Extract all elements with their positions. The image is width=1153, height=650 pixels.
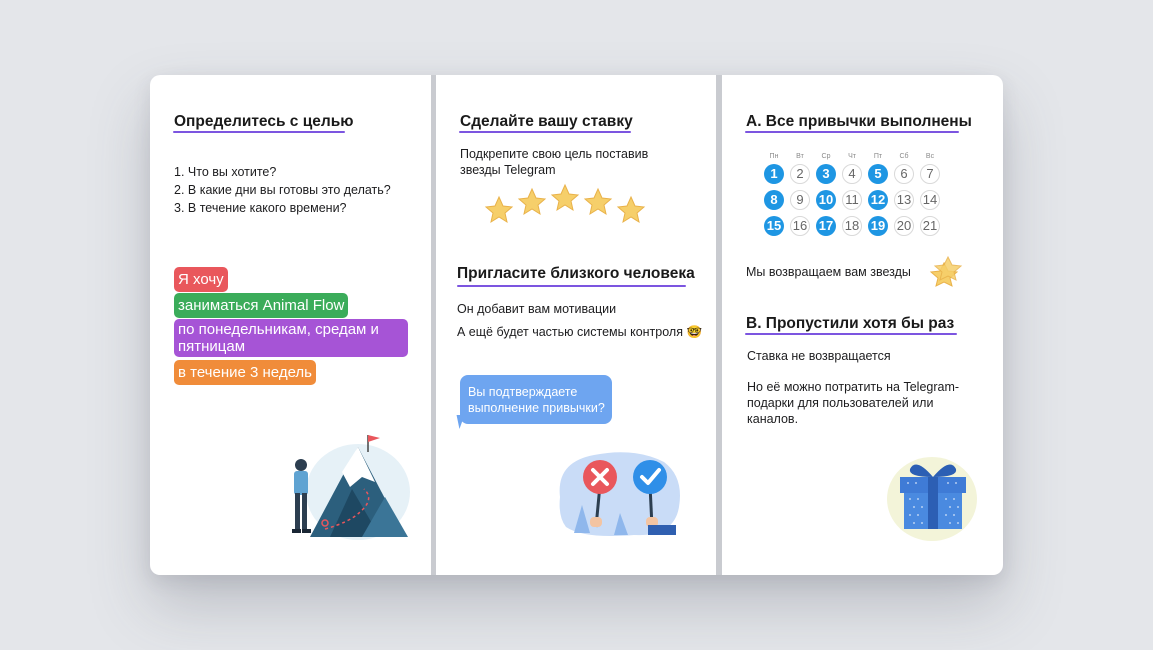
calendar-day: 20	[894, 216, 914, 236]
weekday-label: Пт	[873, 153, 883, 160]
goal-days-chip: по понедельникам, средам и пятницам	[174, 319, 408, 357]
title-underline	[745, 131, 959, 133]
calendar-day: 14	[920, 190, 940, 210]
weekday-label: Вт	[796, 153, 804, 160]
calendar-day: 21	[920, 216, 940, 236]
calendar-day: 18	[842, 216, 862, 236]
calendar-day-done: 8	[764, 190, 784, 210]
question-item: 3. В течение какого времени?	[174, 201, 347, 215]
calendar-day: 6	[894, 164, 914, 184]
weekday-label: Ср	[821, 153, 831, 160]
title-underline	[457, 285, 686, 287]
invite-title: Пригласите близкого человека	[457, 265, 695, 282]
slide-results	[722, 75, 1003, 575]
calendar-day-done: 12	[868, 190, 888, 210]
calendar-day: 13	[894, 190, 914, 210]
calendar-day: 2	[790, 164, 810, 184]
goal-want-chip: Я хочу	[174, 267, 228, 292]
question-item: 1. Что вы хотите?	[174, 165, 277, 179]
result-a-title: A. Все привычки выполнены	[746, 113, 972, 130]
bet-description: Подкрепите свою цель поставив звезды Telegram	[460, 147, 649, 177]
calendar-day-done: 10	[816, 190, 836, 210]
calendar-day-done: 17	[816, 216, 836, 236]
invite-text: Он добавит вам мотивации	[457, 302, 617, 316]
spend-text: Но её можно потратить на Telegram-подарки для пользователей или каналов.	[747, 380, 960, 426]
calendar-day: 16	[790, 216, 810, 236]
stars-return-text: Мы возвращаем вам звезды	[746, 265, 911, 279]
title-underline	[459, 131, 631, 133]
mountain-climber-flag-icon	[280, 427, 410, 542]
calendar-day-done: 5	[868, 164, 888, 184]
gift-box-icon	[886, 453, 978, 541]
calendar-day: 11	[842, 190, 862, 210]
weekday-label: Вс	[925, 153, 935, 160]
weekday-label: Чт	[848, 153, 856, 160]
calendar-day-done: 19	[868, 216, 888, 236]
calendar-day-done: 1	[764, 164, 784, 184]
slide-make-bet	[436, 75, 716, 575]
calendar-day: 9	[790, 190, 810, 210]
calendar-day-done: 15	[764, 216, 784, 236]
weekday-label: Пн	[769, 153, 779, 160]
telegram-stars-icon	[481, 183, 651, 231]
goal-activity-chip: заниматься Animal Flow	[174, 293, 348, 318]
calendar-day: 4	[842, 164, 862, 184]
tutorial-slides	[150, 75, 1003, 575]
slide-title: Сделайте вашу ставку	[460, 113, 633, 130]
calendar-day: 7	[920, 164, 940, 184]
slide-define-goal	[150, 75, 431, 575]
no-return-text: Ставка не возвращается	[747, 349, 891, 363]
title-underline	[173, 131, 345, 133]
calendar-day-done: 3	[816, 164, 836, 184]
weekday-label: Сб	[899, 153, 909, 160]
slide-title: Определитесь с целью	[174, 113, 354, 130]
goal-duration-chip: в течение 3 недель	[174, 360, 316, 385]
confirm-message-bubble: Вы подтверждаете выполнение привычки?	[460, 375, 612, 424]
result-b-title: B. Пропустили хотя бы раз	[746, 315, 955, 332]
invite-text: А ещё будет частью системы контроля 🤓	[457, 325, 703, 339]
question-item: 2. В какие дни вы готовы это делать?	[174, 183, 391, 197]
stars-stack-icon	[922, 255, 966, 289]
reject-approve-signs-icon	[554, 447, 684, 539]
title-underline	[745, 333, 957, 335]
